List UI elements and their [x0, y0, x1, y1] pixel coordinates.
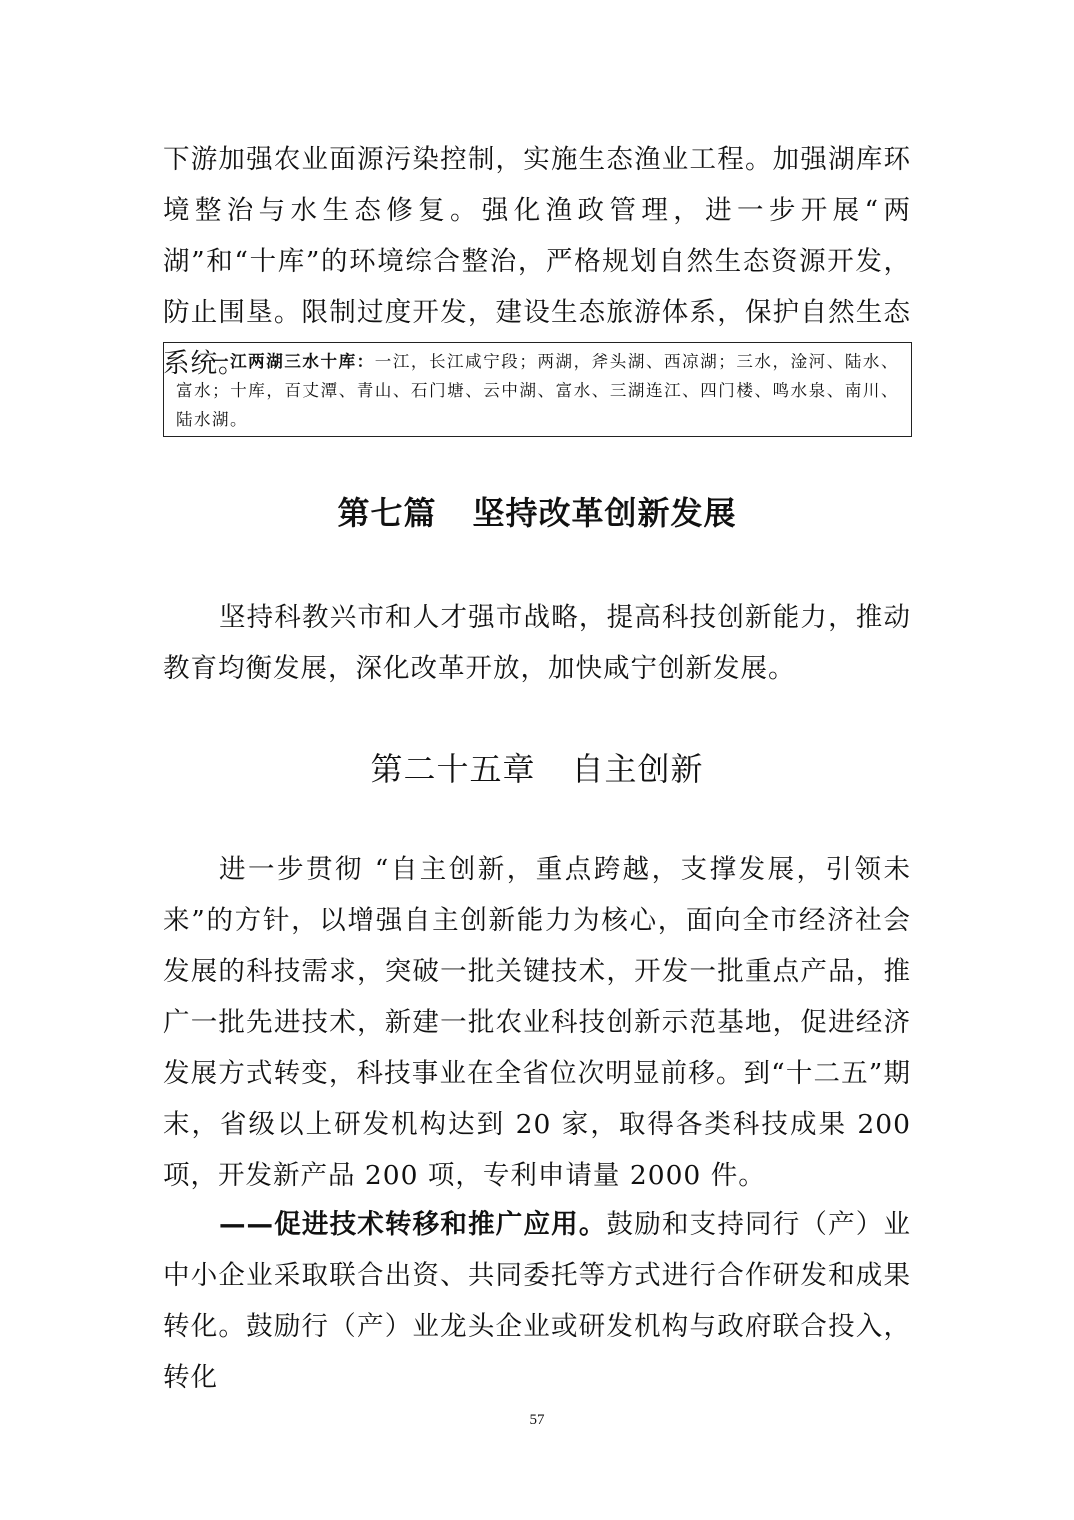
- chapter-number: 第二十五章: [370, 750, 536, 788]
- note-text: 一江，长江咸宁段；两湖，斧头湖、西凉湖；三水，淦河、陆水、富水；十库，百丈潭、青山、石门塘、云中湖、富水、三湖连江、四门楼、鸣水泉、南川、陆水湖。: [176, 352, 900, 429]
- note-content: [176, 347, 899, 434]
- page-number: 57: [529, 1412, 545, 1428]
- part-heading: [0, 488, 1074, 534]
- part-intro-paragraph: 坚持科教兴市和人才强市战略，提高科技创新能力，推动教育均衡发展，深化改革开放，加快咸宁创新发展。: [163, 602, 911, 684]
- chapter-heading: [0, 744, 1074, 790]
- note-label: 一江两湖三水十库：: [212, 352, 375, 371]
- part-title: 坚持改革创新发展: [472, 494, 737, 532]
- bullet-lead: ——促进技术转移和推广应用。: [219, 1209, 607, 1240]
- chapter-title: 自主创新: [571, 750, 704, 788]
- note-box: [163, 342, 912, 437]
- continuation-paragraph: 下游加强农业面源污染控制，实施生态渔业工程。加强湖库环境整治与水生态修复。强化渔政管理，进一步开展“两湖”和“十库”的环境综合整治，严格规划自然生态资源开发，防止围垦。限制过度开发，建设生态旅游体系，保护自然生态系统。: [163, 144, 911, 379]
- bullet-paragraph: [163, 1199, 911, 1403]
- chapter-paragraph: 进一步贯彻 “自主创新，重点跨越，支撑发展，引领未来”的方针，以增强自主创新能力为核心，面向全市经济社会发展的科技需求，突破一批关键技术，开发一批重点产品，推广一批先进技术，新建一批农业科技创新示范基地，促进经济发展方式转变，科技事业在全省位次明显前移。到“十二五”期末，省级以上研发机构达到 20 家，取得各类科技成果 200 项，开发新产品 200 项，专利申请量 2000 件。: [163, 854, 911, 1191]
- part-number: 第七篇: [337, 494, 437, 532]
- bullet-text: 鼓励和支持同行（产）业中小企业采取联合出资、共同委托等方式进行合作研发和成果转化。鼓励行（产）业龙头企业或研发机构与政府联合投入，转化: [163, 1209, 912, 1393]
